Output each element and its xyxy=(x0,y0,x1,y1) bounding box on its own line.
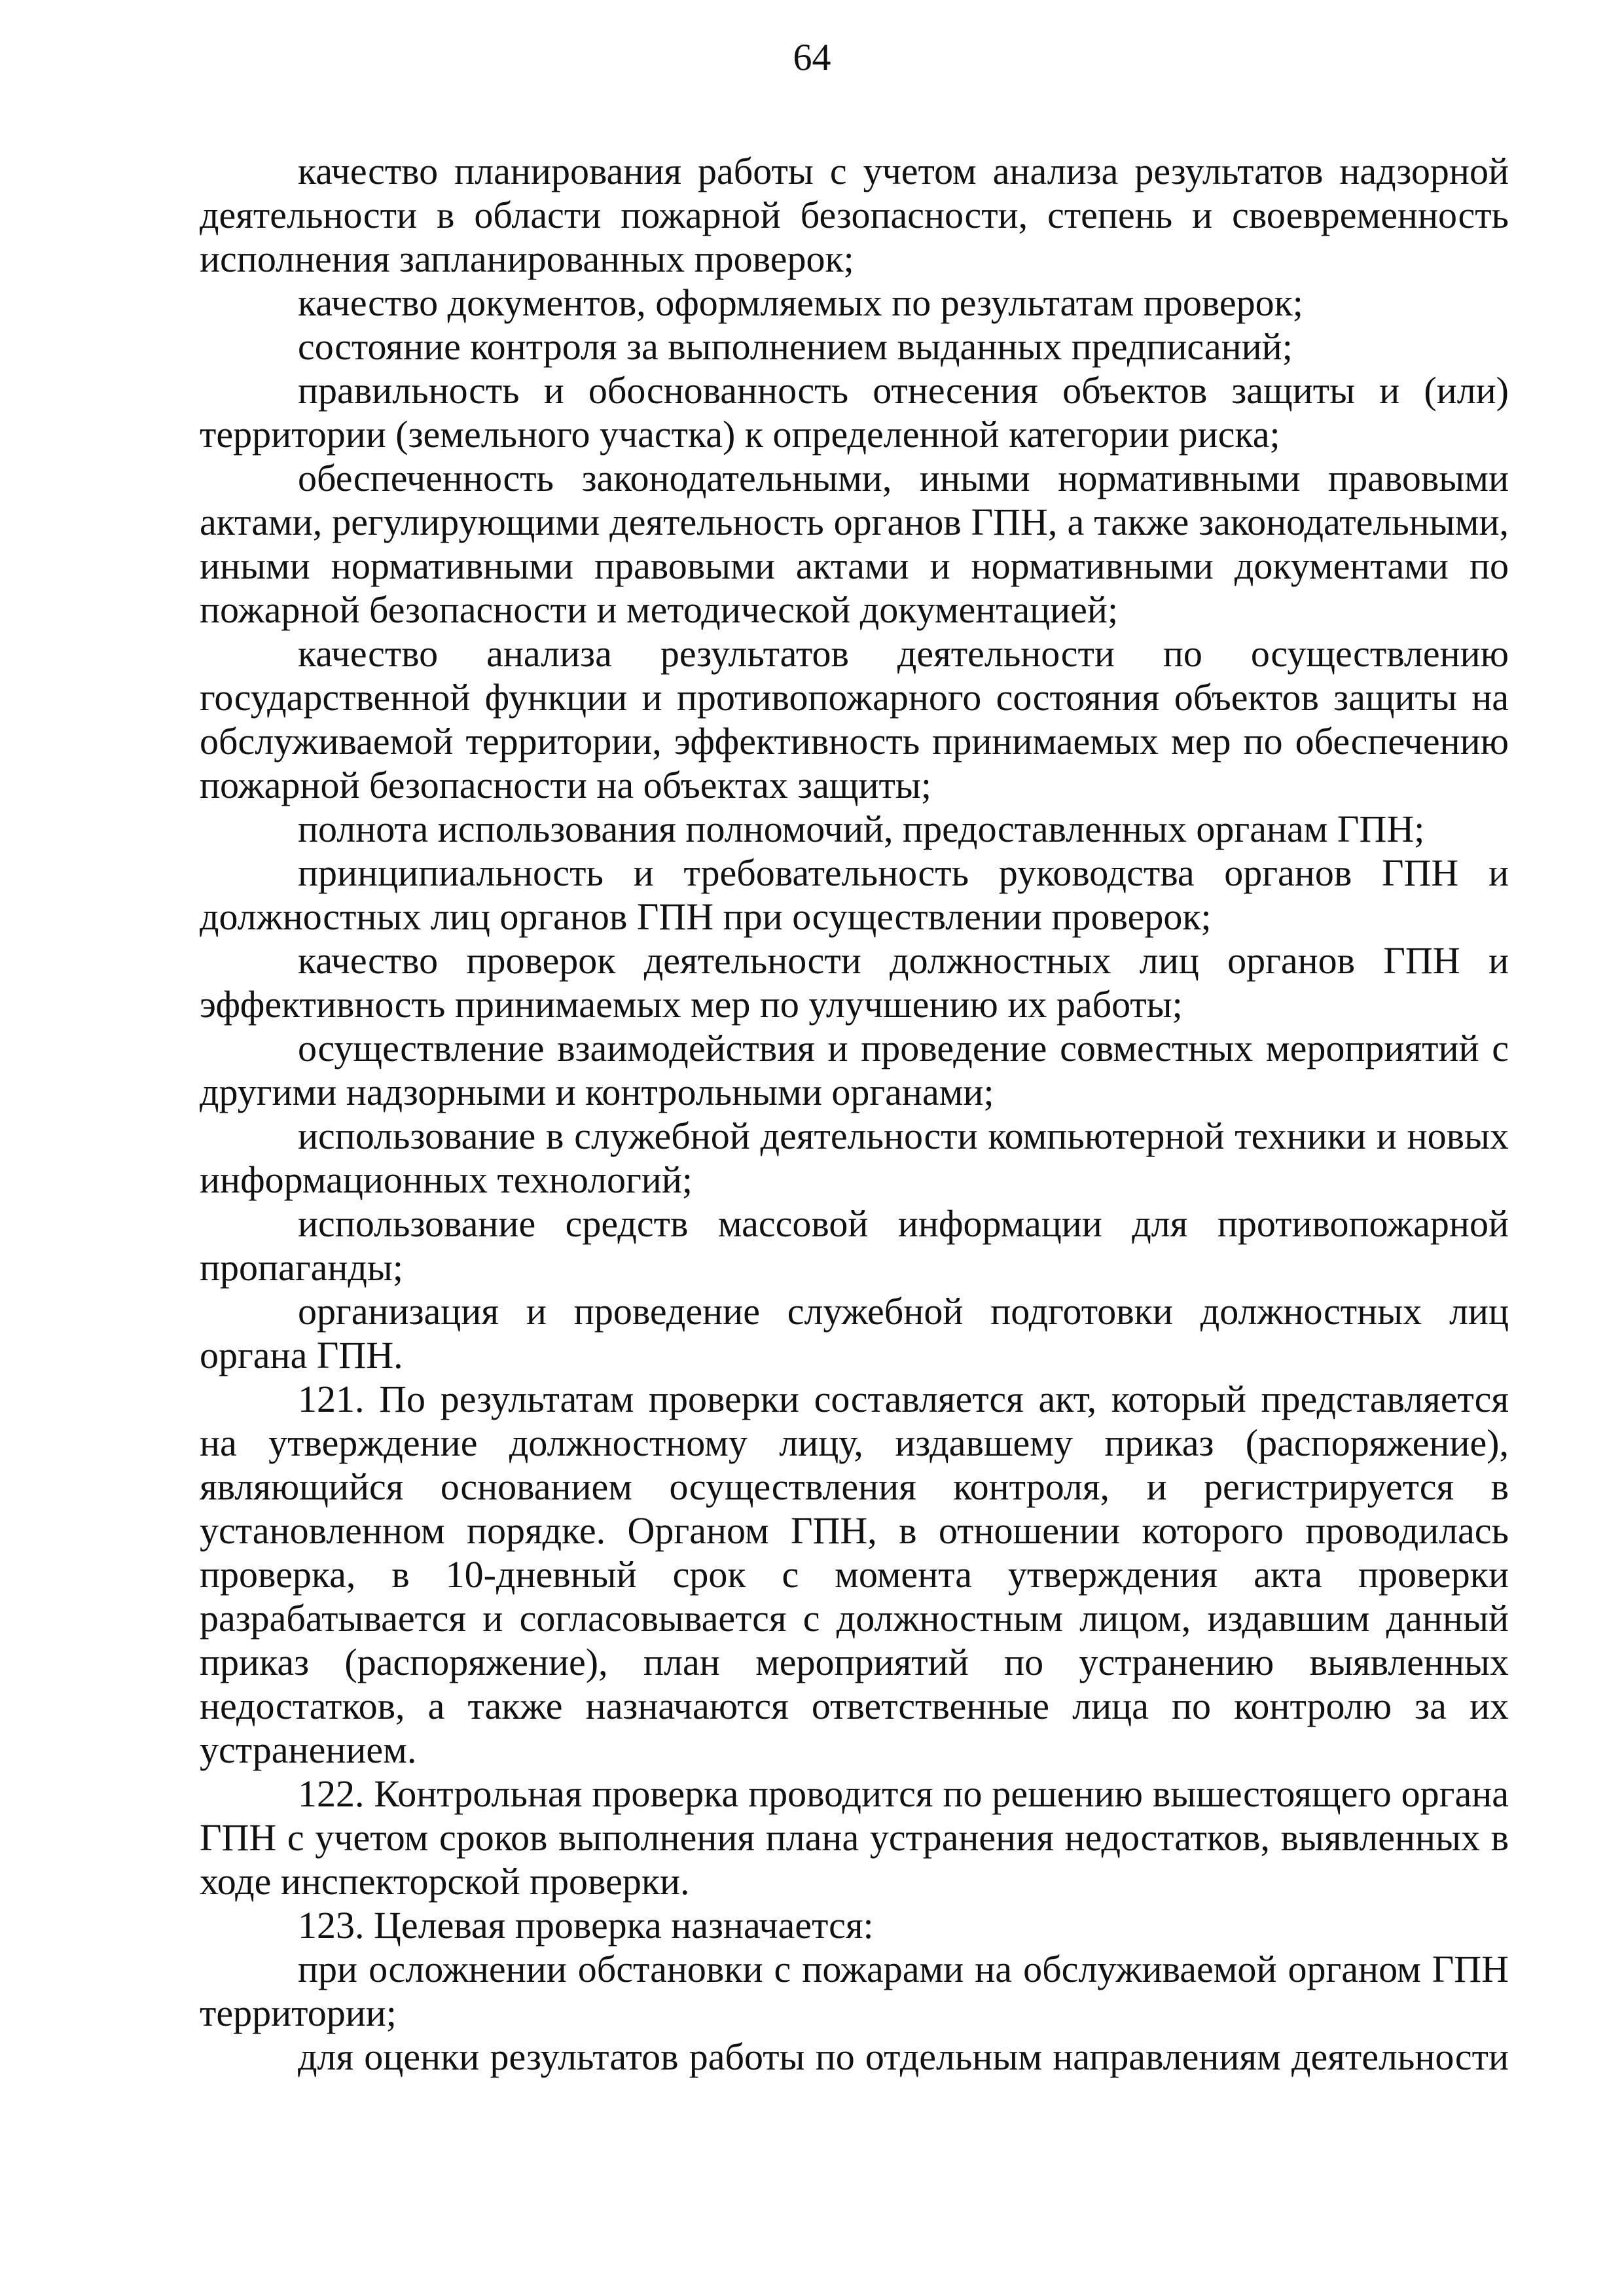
paragraph: состояние контроля за выполнением выданных предписаний; xyxy=(298,325,1293,368)
paragraph: качество анализа результатов деятельности по осуществлению государственной функции и противопожарного состояния объектов защиты на обслуживаемой территории, эффективность принимаемых мер по обеспечению пожарной безопасности на объектах защиты; xyxy=(200,632,1509,806)
paragraph: качество документов, оформляемых по результатам проверок; xyxy=(298,281,1303,324)
paragraph: обеспеченность законодательными, иными нормативными правовыми актами, регулирующими деятельность органов ГПН, а также законодательными, иными нормативными правовыми актами и нормативными документами по пожарной безопасности и методической документацией; xyxy=(200,457,1509,631)
paragraph: осуществление взаимодействия и проведение совместных мероприятий с другими надзорными и контрольными органами; xyxy=(200,1027,1509,1113)
paragraph: при осложнении обстановки с пожарами на обслуживаемой органом ГПН территории; xyxy=(200,1948,1509,2034)
paragraph: правильность и обоснованность отнесения объектов защиты и (или) территории (земельного участка) к определенной категории риска; xyxy=(200,369,1509,456)
document-body xyxy=(200,149,1509,2079)
paragraph-item-122: 122. Контрольная проверка проводится по решению вышестоящего органа ГПН с учетом сроков выполнения плана устранения недостатков, выявленных в ходе инспекторской проверки. xyxy=(200,1772,1509,1903)
paragraph: для оценки результатов работы по отдельным направлениям деятельности xyxy=(298,2036,1509,2078)
paragraph: организация и проведение служебной подготовки должностных лиц органа ГПН. xyxy=(200,1290,1509,1376)
paragraph: использование средств массовой информации для противопожарной пропаганды; xyxy=(200,1202,1509,1289)
paragraph-item-123: 123. Целевая проверка назначается: xyxy=(298,1904,874,1946)
paragraph: полнота использования полномочий, предоставленных органам ГПН; xyxy=(298,808,1425,850)
paragraph: использование в служебной деятельности компьютерной техники и новых информационных технологий; xyxy=(200,1115,1509,1201)
paragraph: качество планирования работы с учетом анализа результатов надзорной деятельности в области пожарной безопасности, степень и своевременность исполнения запланированных проверок; xyxy=(200,150,1509,280)
paragraph-item-121: 121. По результатам проверки составляется акт, который представляется на утверждение должностному лицу, издавшему приказ (распоряжение), являющийся основанием осуществления контроля, и регистрируется в установленном порядке. Органом ГПН, в отношении которого проводилась проверка, в 10-дневный срок с момента утверждения акта проверки разрабатывается и согласовывается с должностным лицом, издавшим данный приказ (распоряжение), план мероприятий по устранению выявленных недостатков, а также назначаются ответственные лица по контролю за их устранением. xyxy=(200,1378,1509,1771)
page-number: 64 xyxy=(793,36,831,79)
paragraph: принципиальность и требовательность руководства органов ГПН и должностных лиц органов ГПН при осуществлении проверок; xyxy=(200,852,1509,938)
paragraph: качество проверок деятельности должностных лиц органов ГПН и эффективность принимаемых мер по улучшению их работы; xyxy=(200,939,1509,1026)
